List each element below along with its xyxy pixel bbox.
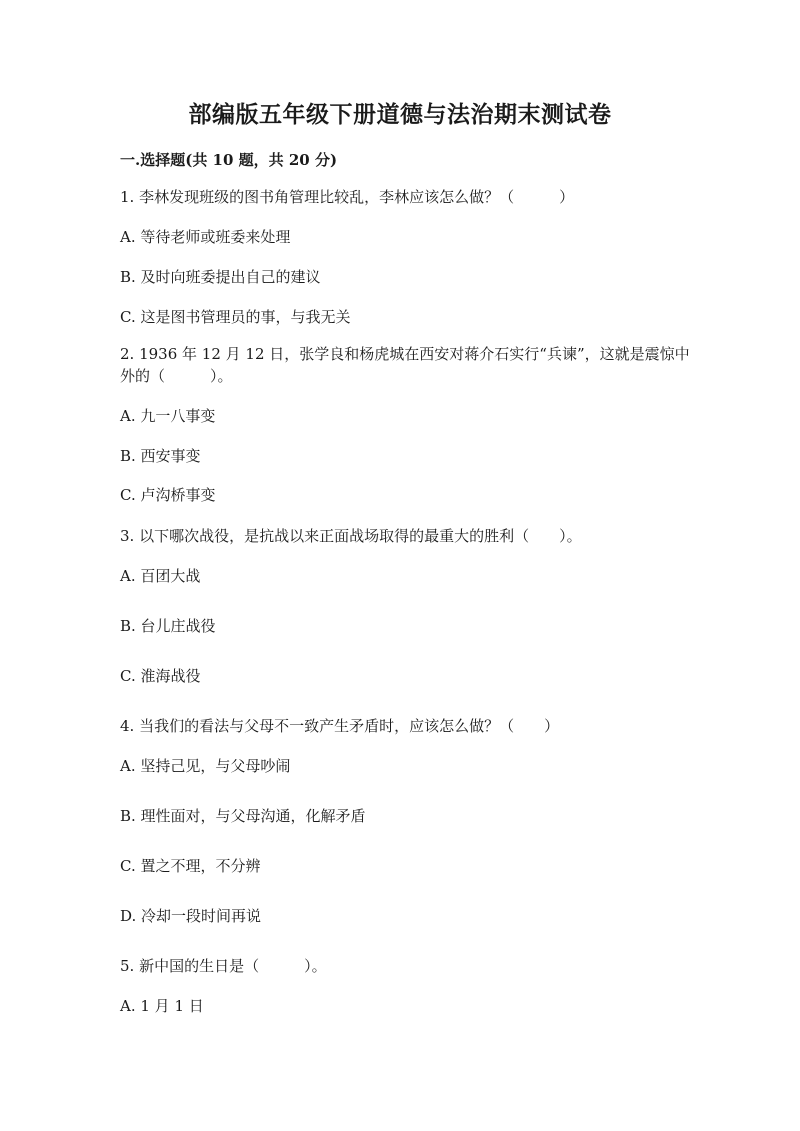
question-4-text: 4. 当我们的看法与父母不一致产生矛盾时，应该怎么做？（ ） (120, 717, 560, 735)
question-2-option-a: A. 九一八事变 (120, 407, 216, 425)
question-1-option-b: B. 及时向班委提出自己的建议 (120, 268, 321, 286)
question-1-option-a: A. 等待老师或班委来处理 (120, 228, 291, 246)
question-2-option-b: B. 西安事变 (120, 447, 201, 465)
exam-title: 部编版五年级下册道德与法治期末测试卷 (188, 101, 612, 128)
question-2-text: 2. 1936 年 12 月 12 日，张学良和杨虎城在西安对蒋介石实行“兵谏”，这就是震惊中外的（ ）。 (120, 345, 690, 385)
question-3-option-c: C. 淮海战役 (120, 667, 201, 685)
question-1-text: 1. 李林发现班级的图书角管理比较乱，李林应该怎么做？（ ） (120, 188, 575, 206)
question-4-option-d: D. 冷却一段时间再说 (120, 907, 262, 925)
question-1-option-c: C. 这是图书管理员的事，与我无关 (120, 308, 351, 326)
question-5-text: 5. 新中国的生日是（ ）。 (120, 957, 327, 975)
question-4-option-b: B. 理性面对，与父母沟通，化解矛盾 (120, 807, 366, 825)
section-heading: 一.选择题(共 10 题，共 20 分) (120, 151, 338, 169)
question-4-option-c: C. 置之不理，不分辨 (120, 857, 261, 875)
question-3-option-b: B. 台儿庄战役 (120, 617, 216, 635)
question-5-option-a: A. 1 月 1 日 (120, 997, 204, 1015)
question-2-option-c: C. 卢沟桥事变 (120, 486, 216, 504)
question-4-option-a: A. 坚持己见，与父母吵闹 (120, 757, 291, 775)
question-3-option-a: A. 百团大战 (120, 567, 201, 585)
question-3-text: 3. 以下哪次战役，是抗战以来正面战场取得的最重大的胜利（ ）。 (120, 527, 582, 545)
